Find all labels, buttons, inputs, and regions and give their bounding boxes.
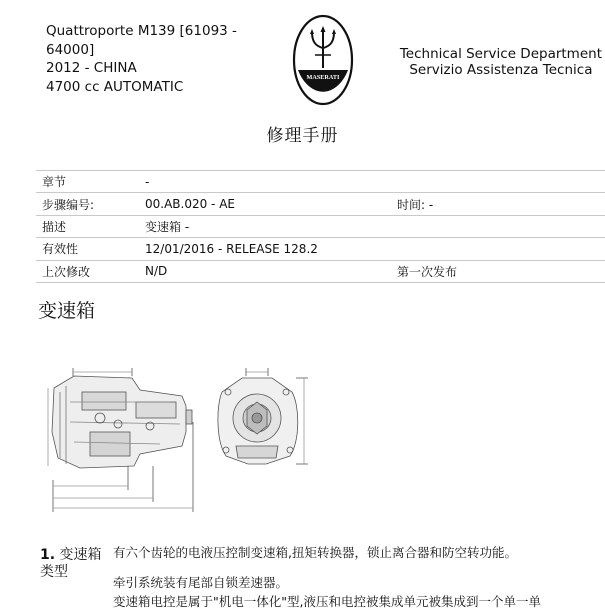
row-label: 上次修改 (36, 260, 139, 282)
row-extra (391, 171, 605, 193)
row-label: 描述 (36, 215, 139, 237)
row-extra: 第一次发布 (391, 260, 605, 282)
paragraph-3: 变速箱电控是属于"机电一体化"型,液压和电控被集成单元被集成到一个单一单 (113, 594, 541, 609)
department-en: Technical Service Department (399, 46, 602, 62)
row-value: 变速箱 - (139, 215, 391, 237)
table-row (36, 260, 605, 282)
section-heading-line1: 变速箱 (59, 547, 102, 563)
table-row (36, 238, 605, 260)
procedure-info-table (36, 170, 605, 283)
paragraph-1: 有六个齿轮的电液压控制变速箱,扭矩转换器，锁止离合器和防空转功能。 (113, 545, 517, 560)
maserati-logo (292, 14, 354, 106)
section-title: 变速箱 (38, 300, 96, 322)
section-number: 1. (40, 547, 56, 563)
logo-wordmark: MASERATI (306, 74, 340, 81)
row-label: 有效性 (36, 238, 139, 260)
row-value: 00.AB.020 - AE (139, 193, 391, 215)
table-row (36, 215, 605, 237)
row-extra: 时间: - (391, 193, 605, 215)
model-line-2: 64000] (46, 41, 95, 58)
vehicle-info (46, 22, 266, 96)
row-label: 步骤编号: (36, 193, 139, 215)
section-1-heading (40, 547, 112, 581)
row-extra (391, 238, 605, 260)
section-heading-line2: 类型 (40, 564, 68, 580)
row-extra (391, 215, 605, 237)
row-value: 12/01/2016 - RELEASE 128.2 (139, 238, 391, 260)
row-label: 章节 (36, 171, 139, 193)
table-row (36, 193, 605, 215)
department-block (400, 46, 602, 78)
year-market: 2012 - CHINA (46, 60, 137, 76)
table-row (36, 171, 605, 193)
row-value: - (139, 171, 391, 193)
row-value: N/D (139, 260, 391, 282)
department-it: Servizio Assistenza Tecnica (409, 62, 593, 78)
transmission-diagram (40, 362, 320, 517)
manual-title: 修理手册 (266, 126, 339, 146)
engine-spec: 4700 cc AUTOMATIC (46, 78, 184, 95)
model-line-1: Quattroporte M139 [61093 - (46, 23, 237, 39)
paragraph-2: 牵引系统装有尾部自锁差速器。 (113, 575, 289, 590)
